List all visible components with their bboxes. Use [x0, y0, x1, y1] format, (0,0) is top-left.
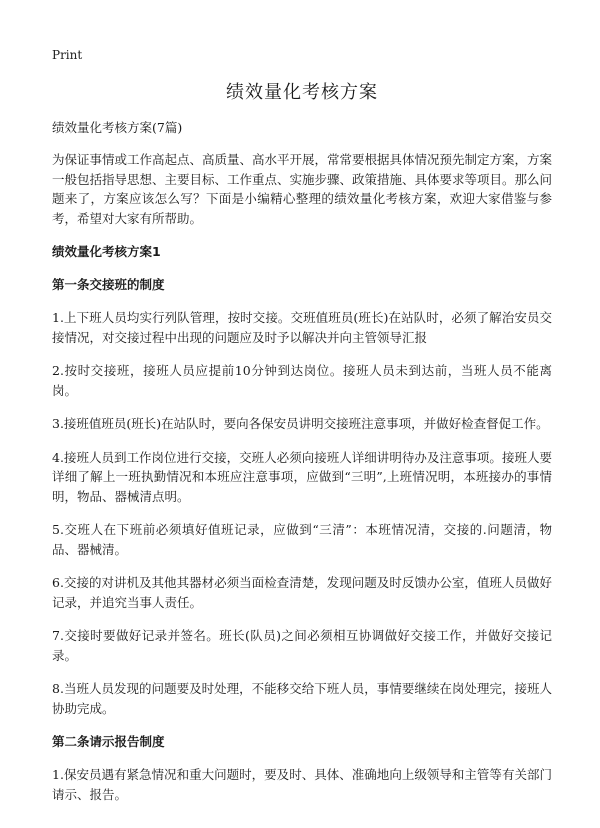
- article1-list: [52, 308, 552, 718]
- document-subtitle: 绩效量化考核方案(7篇): [52, 120, 183, 135]
- article-item: 2.按时交接班，接班人员应提前10分钟到达岗位。接班人员未到达前，当班人员不能离岗。: [52, 363, 552, 398]
- intro-paragraph: 为保证事情或工作高起点、高质量、高水平开展，常常要根据具体情况预先制定方案，方案一般包括指导思想、主要目标、工作重点、实施步骤、政策措施、具体要求等项目。那么问题来了，方案应该怎么写？下面是小编精心整理的绩效量化考核方案，欢迎大家借鉴与参考，希望对大家有所帮助。: [52, 152, 553, 226]
- document-title: 绩效量化考核方案: [226, 82, 378, 103]
- document-body: [52, 78, 552, 818]
- article-item: 8.当班人员发现的问题要及时处理，不能移交给下班人员，事情要继续在岗处理完，接班人协助完成。: [52, 681, 552, 716]
- article-title: 第二条请示报告制度: [52, 734, 165, 749]
- article-item: 1.上下班人员均实行列队管理，按时交接。交班值班员(班长)在站队时，必须了解治安员交接情况，对交接过程中出现的问题应及时予以解决并向主管领导汇报: [52, 310, 552, 345]
- section-title: 绩效量化考核方案1: [52, 244, 161, 259]
- article-title: 第一条交接班的制度: [52, 277, 165, 292]
- article-item: 5.交班人在下班前必须填好值班记录，应做到“三清”：本班情况清，交接的.问题清，物品、器械清。: [52, 522, 552, 557]
- article-item: 1.保安员遇有紧急情况和重大问题时，要及时、具体、准确地向上级领导和主管等有关部门请示、报告。: [52, 767, 552, 802]
- article-item: 3.接班值班员(班长)在站队时，要向各保安员讲明交接班注意事项，并做好检查督促工作。: [52, 416, 549, 431]
- article-item: 6.交接的对讲机及其他其器材必须当面检查清楚，发现问题及时反馈办公室，值班人员做好记录，并追究当事人责任。: [52, 575, 552, 610]
- article-item: 7.交接时要做好记录并签名。班长(队员)之间必须相互协调做好交接工作，并做好交接记录。: [52, 628, 552, 663]
- article-item: 4.接班人员到工作岗位进行交接，交班人必须向接班人详细讲明待办及注意事项。接班人要详细了解上一班执勤情况和本班应注意事项，应做到“三明”,上班情况明，本班接办的事情明，物品、器械清点明。: [52, 449, 552, 504]
- print-link[interactable]: Print: [52, 48, 83, 62]
